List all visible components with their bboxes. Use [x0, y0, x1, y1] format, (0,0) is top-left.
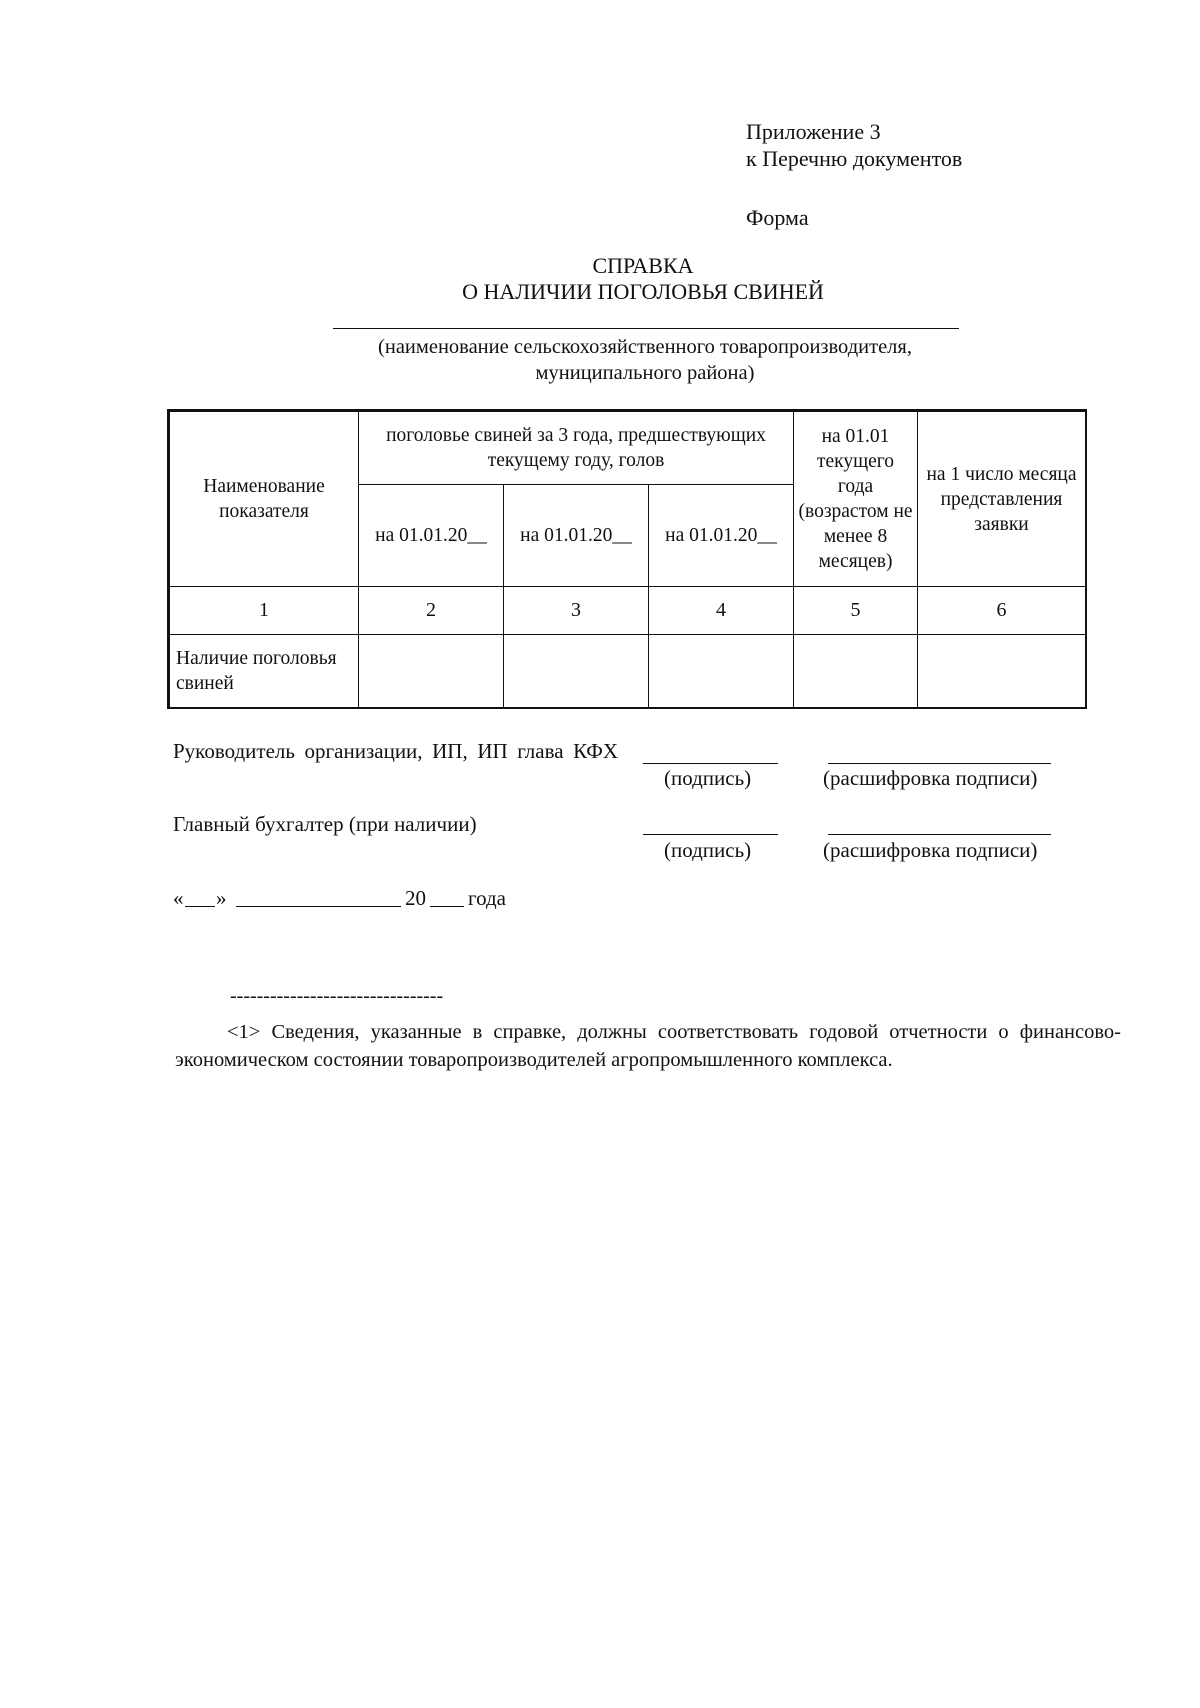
accountant-signature-line[interactable]	[643, 834, 778, 835]
head-signature-caption: (подпись)	[664, 766, 752, 790]
column-number-2: 2	[359, 587, 504, 635]
accountant-signature-label: Главный бухгалтер (при наличии)	[173, 812, 477, 836]
table-column-numbers-row	[170, 587, 1086, 635]
footnote	[175, 1018, 1121, 1074]
head-decode-line[interactable]	[828, 763, 1051, 764]
table-header-row-1	[170, 412, 1086, 485]
producer-caption	[320, 334, 970, 386]
column-number-3: 3	[504, 587, 649, 635]
row-label-pig-stock: Наличие поголовья свиней	[170, 635, 359, 708]
accountant-decode-caption: (расшифровка подписи)	[823, 838, 1038, 862]
head-signature-label-line-1	[173, 738, 618, 764]
subheader-year-3: на 01.01.20__	[649, 485, 794, 587]
head-signature-line[interactable]	[643, 763, 778, 764]
document-title	[380, 253, 906, 305]
cell-application-month-value[interactable]	[918, 635, 1086, 708]
title-line-1: СПРАВКА	[592, 253, 694, 278]
livestock-table	[167, 409, 1087, 709]
date-month-line[interactable]	[236, 906, 401, 907]
header-indicator-name: Наименование показателя	[170, 412, 359, 587]
table-row	[170, 635, 1086, 708]
date-year-line[interactable]	[430, 906, 464, 907]
annex-reference: к Перечню документов	[746, 146, 963, 171]
annex-number: Приложение 3	[746, 119, 881, 144]
date-close-quote: »	[216, 886, 227, 910]
annex-block	[746, 118, 962, 172]
subheader-year-2: на 01.01.20__	[504, 485, 649, 587]
column-number-6: 6	[918, 587, 1086, 635]
cell-year-2-value[interactable]	[504, 635, 649, 708]
cell-year-1-value[interactable]	[359, 635, 504, 708]
form-label: Форма	[746, 205, 809, 230]
title-line-2: О НАЛИЧИИ ПОГОЛОВЬЯ СВИНЕЙ	[462, 279, 824, 304]
header-current-year: на 01.01 текущего года (возрастом не менее 8 месяцев)	[794, 412, 918, 587]
accountant-signature-caption: (подпись)	[664, 838, 752, 862]
column-number-5: 5	[794, 587, 918, 635]
date-year-prefix: 20	[405, 886, 426, 910]
cell-year-3-value[interactable]	[649, 635, 794, 708]
cell-current-year-value[interactable]	[794, 635, 918, 708]
subheader-year-1: на 01.01.20__	[359, 485, 504, 587]
header-three-years: поголовье свиней за 3 года, предшествующих текущему году, голов	[359, 412, 794, 485]
accountant-decode-line[interactable]	[828, 834, 1051, 835]
head-decode-caption: (расшифровка подписи)	[823, 766, 1038, 790]
footnote-separator: --------------------------------	[230, 985, 444, 1007]
producer-caption-line-2: муниципального района)	[535, 362, 755, 384]
head-signature-label: Руководитель организации, ИП, ИП глава КФХ	[173, 739, 618, 763]
footnote-text: <1> Сведения, указанные в справке, должны соответствовать годовой отчетности о финансово-экономическом состоянии товаропроизводителей агропромышленного комплекса.	[175, 1021, 1121, 1071]
date-day-line[interactable]	[185, 906, 215, 907]
column-number-4: 4	[649, 587, 794, 635]
date-open-quote: «	[173, 886, 184, 910]
column-number-1: 1	[170, 587, 359, 635]
producer-caption-line-1: (наименование сельскохозяйственного товаропроизводителя,	[378, 336, 912, 358]
date-year-suffix: года	[468, 886, 506, 910]
header-application-month: на 1 число месяца представления заявки	[918, 412, 1086, 587]
producer-name-line[interactable]	[333, 328, 959, 329]
